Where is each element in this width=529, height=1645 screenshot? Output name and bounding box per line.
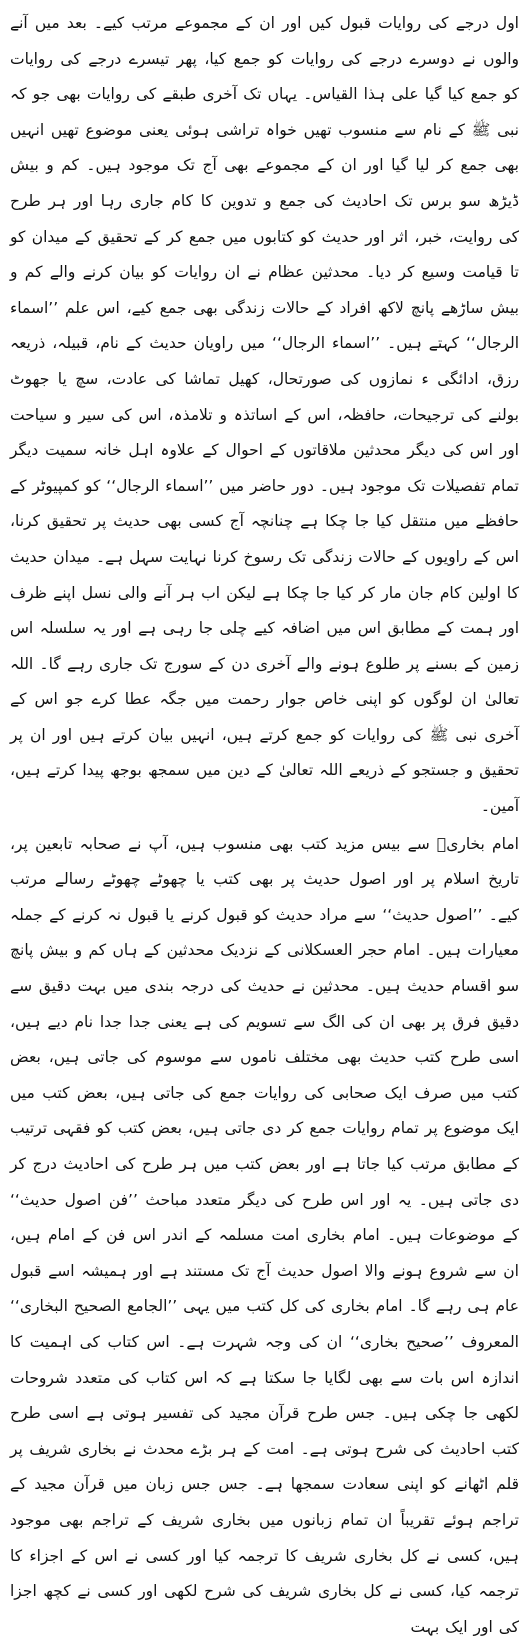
- paragraph-1: اول درجے کی روایات قبول کیں اور ان کے مجموعے مرتب کیے۔ بعد میں آنے والوں نے دوسرے درجے کی روایات کو جمع کیا، پھر تیسرے درجے کی روایات کو جمع کیا گیا علی ہذا القیاس۔ یہاں تک آخری طبقے کی روایات بھی جو کہ نبی ﷺ کے نام سے منسوب تھیں خواہ تراشی ہوئی یعنی موضوع تھیں انہیں بھی جمع کر لیا گیا اور ان کے مجموعے بھی آج تک موجود ہیں۔ کم و بیش ڈیڑھ سو برس تک احادیث کی جمع و تدوین کا کام جاری رہا اور ہر طرح کی روایت، خبر، اثر اور حدیث کو کتابوں میں جمع کر کے تحقیق کے میدان کو تا قیامت وسیع کر دیا۔ محدثین عظام نے ان روایات کو بیان کرنے والے کم و بیش ساڑھے پانچ لاکھ افراد کے حالات زندگی بھی جمع کیے، اس علم ’’اسماء الرجال‘‘ کہتے ہیں۔ ’’اسماء الرجال‘‘ میں راویان حدیث کے نام، قبیلہ، ذریعہ رزق، ادائگی ء نمازوں کی صورتحال، کھیل تماشا کی عادت، سچ یا جھوٹ بولنے کی ترجیحات، حافظہ، اس کے اساتذہ و تلامذہ، اس کی سیر و سیاحت اور اس کی دیگر محدثین ملاقاتوں کے احوال کے علاوہ اہل خانہ سمیت دیگر تمام تفصیلات تک موجود ہیں۔ دور حاضر میں ’’اسماء الرجال‘‘ کو کمپیوٹر کے حافظے میں منتقل کیا جا چکا ہے چنانچہ آج کسی بھی حدیث پر تحقیق کرنا، اس کے راویوں کے حالات زندگی تک رسوخ کرنا نہایت سہل ہے۔ میدان حدیث کا اولین کام جان مار کر کیا جا چکا ہے لیکن اب ہر آنے والی نسل اپنے ظرف اور ہمت کے مطابق اس میں اضافہ کیے چلی جا رہی ہے اور یہ سلسلہ اس زمین کے بسنے پر طلوع ہونے والے آخری دن کے سورج تک جاری رہے گا۔ اللہ تعالیٰ ان لوگوں کو اپنی خاص جوار رحمت میں جگہ عطا کرے جو اس کے آخری نبی ﷺ کی روایات کو جمع کرتے ہیں، انہیں بیان کرتے ہیں اور ان پر تحقیق و جستجو کے ذریعے اللہ تعالیٰ کے دین میں سمجھ بوجھ پیدا کرتے ہیں، آمین۔: [10, 14, 519, 816]
- paragraph-2: امام بخاریؒ سے بیس مزید کتب بھی منسوب ہیں، آپ نے صحابہ تابعین پر، تاریخ اسلام پر اور اصول حدیث پر بھی کتب یا چھوٹے چھوٹے رسالے مرتب کیے۔ ’’اصول حدیث‘‘ سے مراد حدیث کو قبول کرنے یا قبول نہ کرنے کے جملہ معیارات ہیں۔ امام حجر العسکلانی کے نزدیک محدثین کے ہاں کم و بیش پانچ سو اقسام حدیث ہیں۔ محدثین نے حدیث کی درجہ بندی میں بہت دقیق سے دقیق فرق پر بھی ان کی الگ سے تسویم کی ہے یعنی جدا جدا نام دیے ہیں، اسی طرح کتب حدیث بھی مختلف ناموں سے موسوم کی جاتی ہیں، بعض کتب میں صرف ایک صحابی کی روایات جمع کی جاتی ہیں، بعض کتب میں ایک موضوع پر تمام روایات جمع کر دی جاتی ہیں، بعض کتب کو فقہی ترتیب کے مطابق مرتب کیا جاتا ہے اور بعض کتب میں ہر طرح کی احادیث درج کر دی جاتی ہیں۔ یہ اور اس طرح کی دیگر متعدد مباحث ’’فن اصول حدیث‘‘ کے موضوعات ہیں۔ امام بخاری امت مسلمہ کے اندر اس فن کے امام ہیں، ان سے شروع ہونے والا اصول حدیث آج تک مستند ہے اور ہمیشہ اسے قبول عام ہی رہے گا۔ امام بخاری کی کل کتب میں یہی ’’الجامع الصحیح البخاری‘‘ المعروف ’’صحیح بخاری‘‘ ان کی وجہ شہرت ہے۔ اس کتاب کی اہمیت کا اندازہ اس بات سے بھی لگایا جا سکتا ہے کہ اس کتاب کی متعدد شروحات لکھی جا چکی ہیں۔ جس طرح قرآن مجید کی تفسیر ہوتی ہے اسی طرح کتب احادیث کی شرح ہوتی ہے۔ امت کے ہر بڑے محدث نے بخاری شریف پر قلم اٹھانے کو اپنی سعادت سمجھا ہے۔ جس جس زبان میں قرآن مجید کے تراجم ہوئے تقریباً ان تمام زبانوں میں بخاری شریف کے تراجم بھی موجود ہیں، کسی نے کل بخاری شریف کا ترجمہ کیا اور کسی نے اس کے اجزاء کا ترجمہ کیا، کسی نے کل بخاری شریف کی شرح لکھی اور کسی نے کچھ اجزا کی اور ایک بہت: [10, 834, 519, 1636]
